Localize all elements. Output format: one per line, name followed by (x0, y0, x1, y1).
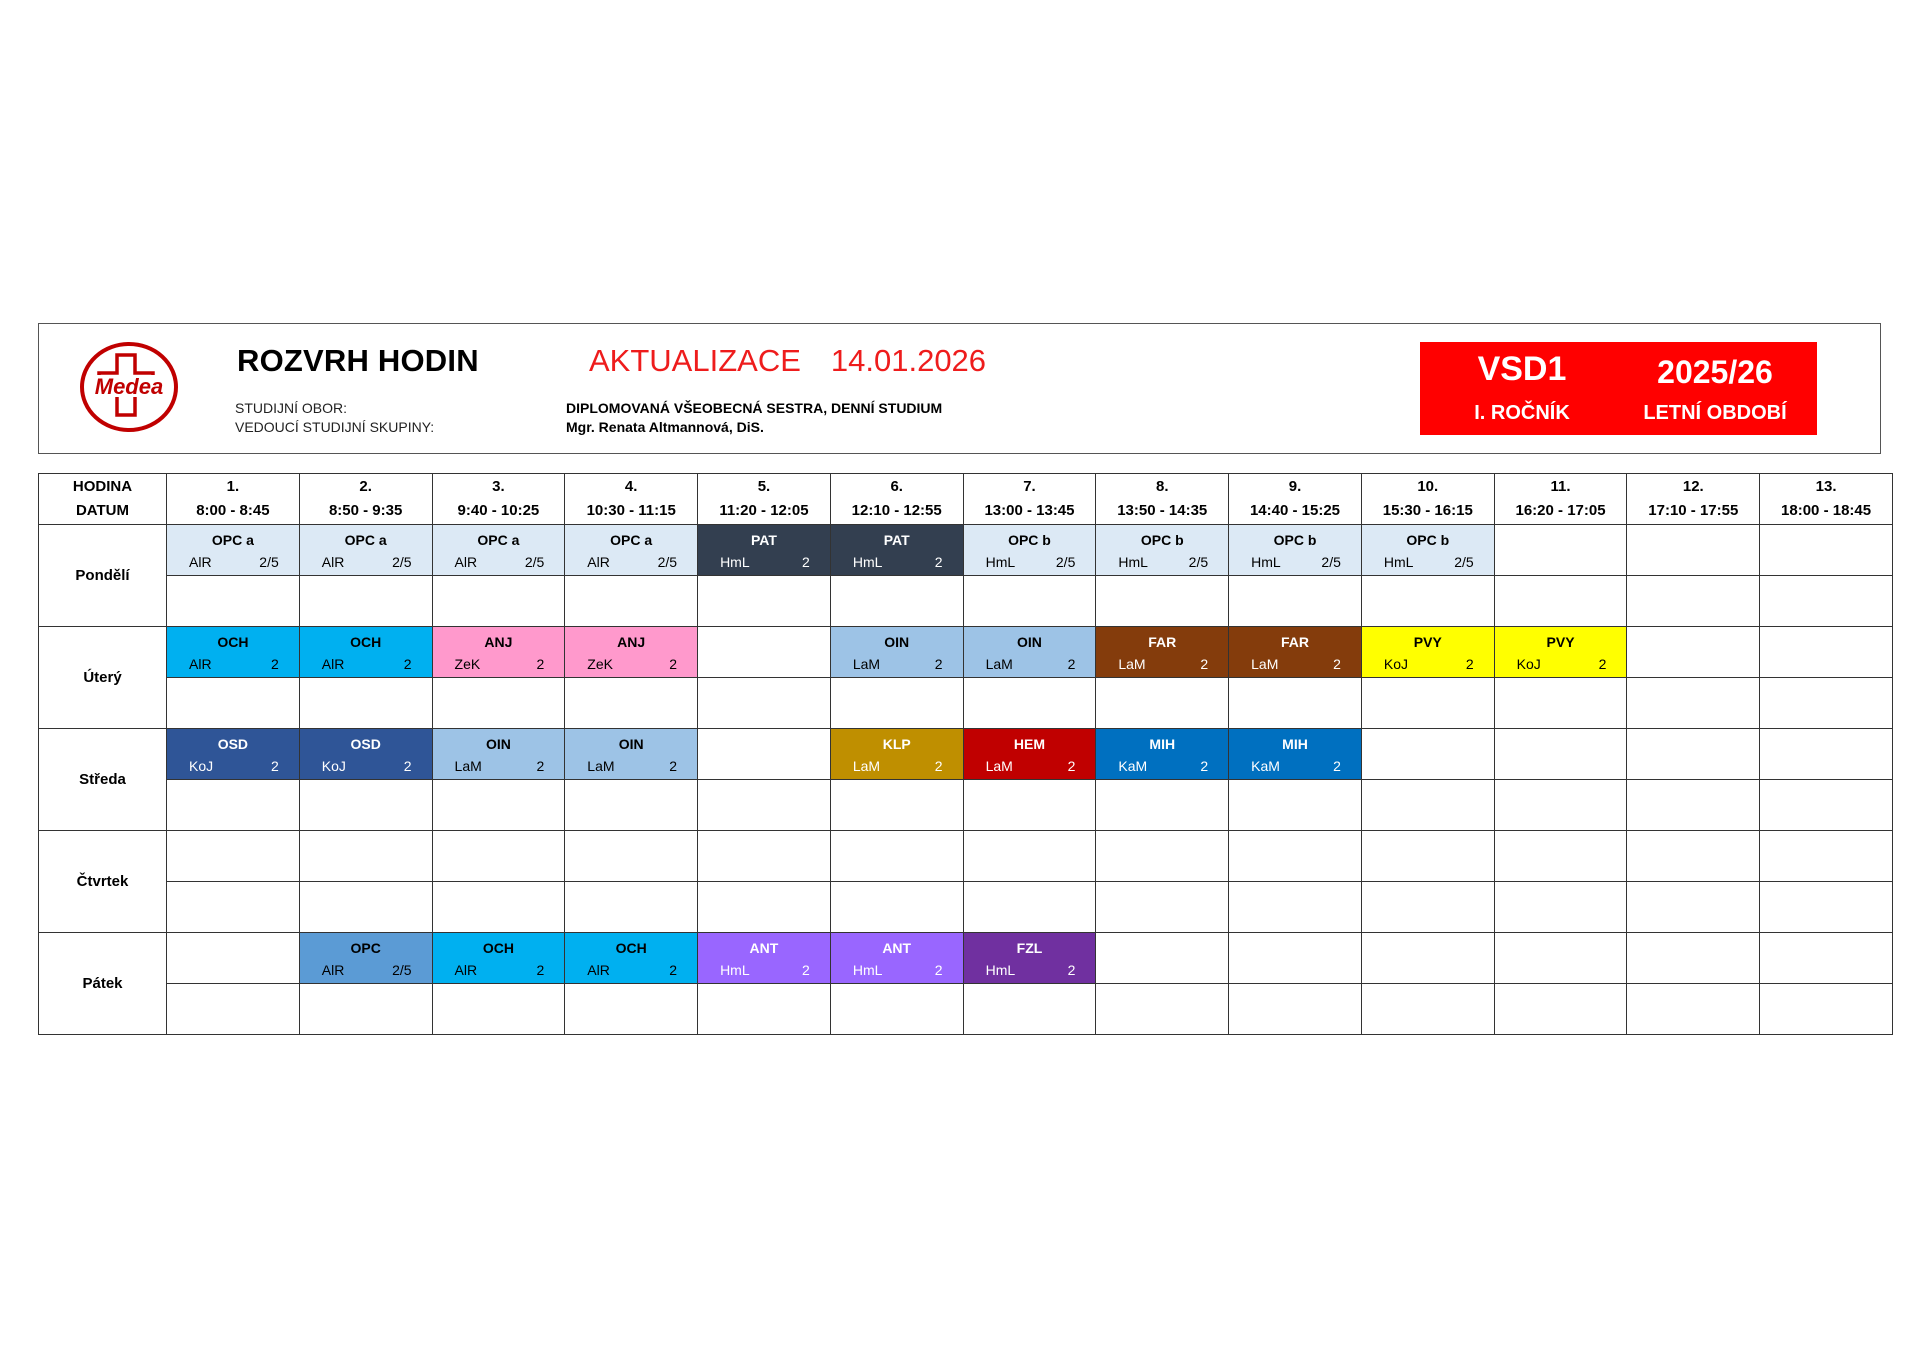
empty-cell[interactable] (830, 984, 963, 1035)
empty-cell[interactable] (830, 831, 963, 882)
lesson-teacher: HmL (1118, 553, 1148, 570)
empty-cell[interactable] (432, 576, 565, 627)
lesson-teacher: LaM (985, 757, 1013, 774)
lesson-teacher: AlR (454, 961, 478, 978)
lesson-hours: 2 (403, 655, 412, 672)
empty-cell[interactable] (1096, 933, 1229, 984)
lesson-teacher: HmL (720, 553, 750, 570)
empty-cell[interactable] (1494, 678, 1627, 729)
empty-cell[interactable] (167, 933, 300, 984)
period-number: 4. (624, 478, 638, 495)
lesson-subject: HEM (1013, 735, 1046, 752)
empty-cell[interactable] (698, 576, 831, 627)
empty-cell[interactable] (963, 678, 1096, 729)
lesson-teacher: KoJ (1516, 655, 1541, 672)
lesson-hours: 2/5 (259, 553, 279, 570)
lesson-cell[interactable] (830, 627, 963, 678)
lesson-teacher: LaM (985, 655, 1013, 672)
lesson-subject: MIH (1149, 735, 1176, 752)
lesson-teacher: LaM (852, 757, 881, 774)
lesson-hours: 2 (1333, 655, 1341, 672)
empty-cell[interactable] (830, 882, 963, 933)
empty-cell[interactable] (1494, 831, 1627, 882)
period-time: 18:00 - 18:45 (1781, 502, 1872, 519)
empty-cell[interactable] (698, 882, 831, 933)
period-header (1760, 474, 1893, 525)
empty-cell[interactable] (963, 576, 1096, 627)
period-number: 10. (1417, 478, 1439, 495)
lesson-hours: 2 (536, 961, 545, 978)
empty-cell[interactable] (1494, 780, 1627, 831)
period-number: 5. (757, 478, 771, 495)
lesson-teacher: KoJ (321, 757, 346, 774)
lesson-cell[interactable] (565, 525, 698, 576)
empty-cell[interactable] (1627, 627, 1760, 678)
lesson-teacher: AlR (189, 655, 212, 672)
lesson-teacher: HmL (720, 961, 750, 978)
empty-cell[interactable] (1494, 882, 1627, 933)
period-header (167, 474, 300, 525)
lesson-cell[interactable] (963, 627, 1096, 678)
empty-cell[interactable] (299, 576, 432, 627)
empty-cell[interactable] (1760, 525, 1893, 576)
lesson-subject: PAT (883, 531, 910, 548)
lesson-subject: OSD (217, 735, 249, 752)
empty-cell[interactable] (1494, 984, 1627, 1035)
empty-cell[interactable] (963, 984, 1096, 1035)
empty-cell[interactable] (1361, 831, 1494, 882)
semester: LETNÍ OBDOBÍ (1643, 402, 1787, 424)
empty-cell[interactable] (1627, 678, 1760, 729)
lesson-hours: 2 (536, 655, 545, 672)
period-number: 11. (1550, 478, 1571, 495)
lesson-hours: 2/5 (1321, 553, 1341, 570)
empty-cell[interactable] (1229, 933, 1362, 984)
lesson-cell[interactable] (167, 525, 300, 576)
period-header (1361, 474, 1494, 525)
empty-cell[interactable] (167, 780, 300, 831)
empty-cell[interactable] (167, 831, 300, 882)
day-label: Čtvrtek (39, 831, 167, 933)
empty-cell[interactable] (167, 678, 300, 729)
empty-cell[interactable] (1760, 984, 1893, 1035)
lesson-subject: ANJ (617, 633, 646, 650)
lesson-cell[interactable] (167, 627, 300, 678)
empty-cell[interactable] (698, 780, 831, 831)
empty-cell[interactable] (1627, 831, 1760, 882)
lesson-subject: OCH (615, 939, 647, 956)
lesson-cell[interactable] (963, 729, 1096, 780)
lesson-hours: 2/5 (657, 553, 678, 570)
academic-year: 2025/26 (1657, 354, 1773, 390)
leader-label: VEDOUCÍ STUDIJNÍ SKUPINY: (235, 419, 435, 435)
empty-cell[interactable] (1229, 831, 1362, 882)
period-time: 13:00 - 13:45 (984, 502, 1075, 519)
empty-cell[interactable] (1229, 678, 1362, 729)
empty-cell[interactable] (698, 831, 831, 882)
group-badge (1420, 342, 1817, 435)
lesson-teacher: LaM (852, 655, 881, 672)
empty-cell[interactable] (299, 678, 432, 729)
lesson-hours: 2/5 (524, 553, 545, 570)
corner-label-hodina: HODINA (72, 478, 133, 495)
empty-cell[interactable] (1229, 882, 1362, 933)
empty-cell[interactable] (565, 780, 698, 831)
period-header (565, 474, 698, 525)
empty-cell[interactable] (1361, 729, 1494, 780)
corner-header (39, 474, 167, 525)
period-header (299, 474, 432, 525)
empty-cell[interactable] (1760, 882, 1893, 933)
lesson-subject: OPC (350, 939, 381, 956)
period-number: 3. (492, 478, 505, 495)
empty-cell[interactable] (432, 984, 565, 1035)
empty-cell[interactable] (1361, 678, 1494, 729)
day-label: Úterý (39, 627, 167, 729)
empty-cell[interactable] (1627, 933, 1760, 984)
lesson-cell[interactable] (299, 933, 432, 984)
lesson-hours: 2 (1067, 757, 1076, 774)
empty-cell[interactable] (432, 882, 565, 933)
empty-cell[interactable] (1361, 882, 1494, 933)
lesson-cell[interactable] (830, 525, 963, 576)
schedule-header (38, 323, 1881, 454)
lesson-teacher: HmL (1251, 553, 1281, 570)
lesson-subject: OIN (1017, 633, 1042, 650)
lesson-subject: OIN (485, 735, 511, 752)
lesson-subject: FZL (1016, 939, 1043, 956)
update-date: 14.01.2026 (830, 343, 987, 378)
year-of-study: I. ROČNÍK (1474, 402, 1570, 424)
update-label: AKTUALIZACE (589, 343, 801, 378)
lesson-teacher: HmL (852, 553, 883, 570)
empty-cell[interactable] (1760, 729, 1893, 780)
empty-cell[interactable] (1627, 525, 1760, 576)
lesson-subject: OCH (217, 633, 249, 650)
lesson-teacher: AlR (189, 553, 212, 570)
lesson-subject: OPC a (610, 531, 653, 548)
lesson-hours: 2 (934, 655, 943, 672)
period-header (1627, 474, 1760, 525)
lesson-cell[interactable] (299, 525, 432, 576)
empty-cell[interactable] (1361, 576, 1494, 627)
lesson-cell[interactable] (1361, 525, 1494, 576)
period-number: 2. (359, 478, 372, 495)
empty-cell[interactable] (1229, 780, 1362, 831)
lesson-subject: PVY (1413, 633, 1442, 650)
empty-cell[interactable] (1760, 627, 1893, 678)
lesson-cell[interactable] (299, 627, 432, 678)
lesson-subject: OPC a (211, 531, 254, 548)
lesson-cell[interactable] (698, 525, 831, 576)
lesson-subject: OCH (482, 939, 514, 956)
empty-cell[interactable] (432, 831, 565, 882)
period-header (830, 474, 963, 525)
lesson-cell[interactable] (1229, 627, 1362, 678)
empty-cell[interactable] (1494, 576, 1627, 627)
lesson-hours: 2 (403, 757, 412, 774)
period-number: 13. (1815, 478, 1837, 495)
lesson-cell[interactable] (565, 627, 698, 678)
lesson-subject: PAT (750, 531, 777, 548)
lesson-teacher: KaM (1251, 757, 1280, 774)
empty-cell[interactable] (1760, 576, 1893, 627)
lesson-hours: 2/5 (392, 553, 412, 570)
empty-cell[interactable] (1760, 933, 1893, 984)
period-time: 10:30 - 11:15 (586, 502, 676, 519)
lesson-subject: ANT (749, 939, 779, 956)
lesson-cell[interactable] (432, 729, 565, 780)
empty-cell[interactable] (698, 678, 831, 729)
empty-cell[interactable] (963, 831, 1096, 882)
lesson-teacher: ZeK (454, 655, 481, 672)
group-code: VSD1 (1477, 350, 1567, 388)
field-value: DIPLOMOVANÁ VŠEOBECNÁ SESTRA, DENNÍ STUDIUM (566, 400, 943, 416)
day-label: Pondělí (39, 525, 167, 627)
lesson-teacher: AlR (587, 961, 610, 978)
leader-value: Mgr. Renata Altmannová, DiS. (566, 419, 764, 435)
lesson-subject: KLP (882, 735, 911, 752)
period-header (1096, 474, 1229, 525)
lesson-cell[interactable] (1494, 627, 1627, 678)
empty-cell[interactable] (1229, 984, 1362, 1035)
empty-cell[interactable] (1760, 678, 1893, 729)
period-time: 9:40 - 10:25 (457, 502, 540, 519)
period-header (698, 474, 831, 525)
empty-cell[interactable] (1760, 831, 1893, 882)
empty-cell[interactable] (565, 882, 698, 933)
lesson-hours: 2 (1067, 961, 1076, 978)
period-number: 9. (1288, 478, 1302, 495)
empty-cell[interactable] (1361, 780, 1494, 831)
lesson-teacher: AlR (321, 961, 345, 978)
lesson-cell[interactable] (565, 729, 698, 780)
lesson-teacher: HmL (852, 961, 883, 978)
period-time: 13:50 - 14:35 (1117, 502, 1208, 519)
lesson-hours: 2 (669, 961, 678, 978)
lesson-cell[interactable] (830, 729, 963, 780)
field-label: STUDIJNÍ OBOR: (235, 400, 348, 416)
lesson-cell[interactable] (1229, 525, 1362, 576)
empty-cell[interactable] (1627, 576, 1760, 627)
period-header (963, 474, 1096, 525)
empty-cell[interactable] (1627, 882, 1760, 933)
empty-cell[interactable] (565, 576, 698, 627)
lesson-teacher: HmL (985, 961, 1016, 978)
empty-cell[interactable] (299, 882, 432, 933)
lesson-hours: 2/5 (1454, 553, 1474, 570)
lesson-cell[interactable] (830, 933, 963, 984)
lesson-hours: 2/5 (1055, 553, 1076, 570)
lesson-teacher: AlR (321, 553, 345, 570)
lesson-teacher: KaM (1118, 757, 1148, 774)
lesson-teacher: AlR (321, 655, 345, 672)
lesson-hours: 2 (1465, 655, 1474, 672)
period-time: 17:10 - 17:55 (1648, 502, 1739, 519)
period-number: 8. (1155, 478, 1169, 495)
lesson-cell[interactable] (698, 933, 831, 984)
lesson-teacher: LaM (454, 757, 482, 774)
lesson-hours: 2/5 (1188, 553, 1209, 570)
lesson-hours: 2 (270, 757, 279, 774)
lesson-teacher: AlR (454, 553, 478, 570)
lesson-subject: ANJ (484, 633, 513, 650)
empty-cell[interactable] (1096, 780, 1229, 831)
empty-cell[interactable] (698, 984, 831, 1035)
empty-cell[interactable] (698, 729, 831, 780)
lesson-subject: FAR (1148, 633, 1177, 650)
empty-cell[interactable] (1494, 729, 1627, 780)
lesson-hours: 2 (802, 961, 810, 978)
lesson-subject: MIH (1282, 735, 1308, 752)
lesson-cell[interactable] (1229, 729, 1362, 780)
lesson-hours: 2 (1200, 655, 1209, 672)
empty-cell[interactable] (1096, 831, 1229, 882)
empty-cell[interactable] (565, 831, 698, 882)
lesson-cell[interactable] (1096, 729, 1229, 780)
day-label: Pátek (39, 933, 167, 1035)
empty-cell[interactable] (1494, 525, 1627, 576)
period-number: 1. (226, 478, 240, 495)
lesson-teacher: KoJ (1383, 655, 1409, 672)
lesson-cell[interactable] (565, 933, 698, 984)
lesson-hours: 2 (1200, 757, 1209, 774)
empty-cell[interactable] (698, 627, 831, 678)
lesson-hours: 2 (270, 655, 279, 672)
lesson-teacher: LaM (587, 757, 615, 774)
lesson-cell[interactable] (1096, 627, 1229, 678)
period-time: 12:10 - 12:55 (851, 502, 942, 519)
empty-cell[interactable] (432, 678, 565, 729)
lesson-hours: 2 (669, 757, 678, 774)
lesson-subject: OPC b (1273, 531, 1317, 548)
empty-cell[interactable] (1361, 933, 1494, 984)
lesson-cell[interactable] (1361, 627, 1494, 678)
empty-cell[interactable] (830, 678, 963, 729)
lesson-subject: OCH (350, 633, 382, 650)
period-header (1494, 474, 1627, 525)
period-time: 14:40 - 15:25 (1249, 502, 1341, 519)
lesson-teacher: AlR (587, 553, 610, 570)
lesson-hours: 2 (536, 757, 545, 774)
lesson-subject: OPC b (1406, 531, 1450, 548)
day-label: Středa (39, 729, 167, 831)
empty-cell[interactable] (1361, 984, 1494, 1035)
empty-cell[interactable] (432, 780, 565, 831)
corner-label-datum: DATUM (75, 502, 130, 519)
lesson-cell[interactable] (432, 933, 565, 984)
lesson-hours: 2 (802, 553, 810, 570)
lesson-hours: 2/5 (392, 961, 412, 978)
lesson-cell[interactable] (432, 525, 565, 576)
lesson-subject: OIN (884, 633, 910, 650)
lesson-subject: ANT (882, 939, 912, 956)
lesson-hours: 2 (1333, 757, 1341, 774)
empty-cell[interactable] (1627, 780, 1760, 831)
period-time: 8:00 - 8:45 (196, 502, 270, 519)
svg-text:Medea: Medea (94, 374, 164, 399)
lesson-hours: 2 (934, 961, 943, 978)
empty-cell[interactable] (963, 882, 1096, 933)
empty-cell[interactable] (299, 831, 432, 882)
lesson-cell[interactable] (299, 729, 432, 780)
lesson-hours: 2 (1067, 655, 1076, 672)
lesson-hours: 2 (934, 553, 943, 570)
empty-cell[interactable] (830, 780, 963, 831)
empty-cell[interactable] (963, 780, 1096, 831)
empty-cell[interactable] (299, 984, 432, 1035)
lesson-teacher: LaM (1251, 655, 1279, 672)
empty-cell[interactable] (167, 882, 300, 933)
update-info (589, 343, 986, 379)
lesson-teacher: KoJ (189, 757, 214, 774)
period-time: 15:30 - 16:15 (1382, 502, 1473, 519)
period-header (432, 474, 565, 525)
period-time: 8:50 - 9:35 (328, 502, 403, 519)
empty-cell[interactable] (565, 678, 698, 729)
lesson-hours: 2 (934, 757, 943, 774)
period-header (1229, 474, 1362, 525)
empty-cell[interactable] (1096, 984, 1229, 1035)
period-time: 16:20 - 17:05 (1515, 502, 1606, 519)
lesson-subject: FAR (1281, 633, 1309, 650)
empty-cell[interactable] (167, 576, 300, 627)
empty-cell[interactable] (1096, 678, 1229, 729)
lesson-hours: 2 (669, 655, 678, 672)
period-number: 12. (1682, 478, 1704, 495)
medea-logo-icon (79, 341, 179, 433)
empty-cell[interactable] (167, 984, 300, 1035)
lesson-subject: OPC b (1140, 531, 1184, 548)
lesson-cell[interactable] (963, 933, 1096, 984)
lesson-teacher: HmL (1383, 553, 1414, 570)
period-time: 11:20 - 12:05 (719, 502, 809, 519)
page-title: ROZVRH HODIN (237, 343, 479, 378)
empty-cell[interactable] (830, 576, 963, 627)
lesson-teacher: LaM (1118, 655, 1146, 672)
empty-cell[interactable] (1760, 780, 1893, 831)
lesson-subject: PVY (1546, 633, 1575, 650)
lesson-hours: 2 (1598, 655, 1607, 672)
lesson-subject: OSD (350, 735, 381, 752)
period-number: 6. (890, 478, 903, 495)
empty-cell[interactable] (1627, 729, 1760, 780)
empty-cell[interactable] (565, 984, 698, 1035)
lesson-cell[interactable] (963, 525, 1096, 576)
lesson-teacher: ZeK (587, 655, 613, 672)
empty-cell[interactable] (1096, 576, 1229, 627)
lesson-subject: OPC a (477, 531, 520, 548)
period-number: 7. (1023, 478, 1036, 495)
timetable (38, 473, 1893, 1035)
empty-cell[interactable] (1627, 984, 1760, 1035)
lesson-subject: OPC b (1008, 531, 1051, 548)
lesson-subject: OIN (618, 735, 644, 752)
lesson-cell[interactable] (432, 627, 565, 678)
lesson-cell[interactable] (1096, 525, 1229, 576)
lesson-teacher: HmL (985, 553, 1016, 570)
empty-cell[interactable] (1494, 933, 1627, 984)
lesson-cell[interactable] (167, 729, 300, 780)
empty-cell[interactable] (1096, 882, 1229, 933)
empty-cell[interactable] (299, 780, 432, 831)
lesson-subject: OPC a (344, 531, 387, 548)
empty-cell[interactable] (1229, 576, 1362, 627)
